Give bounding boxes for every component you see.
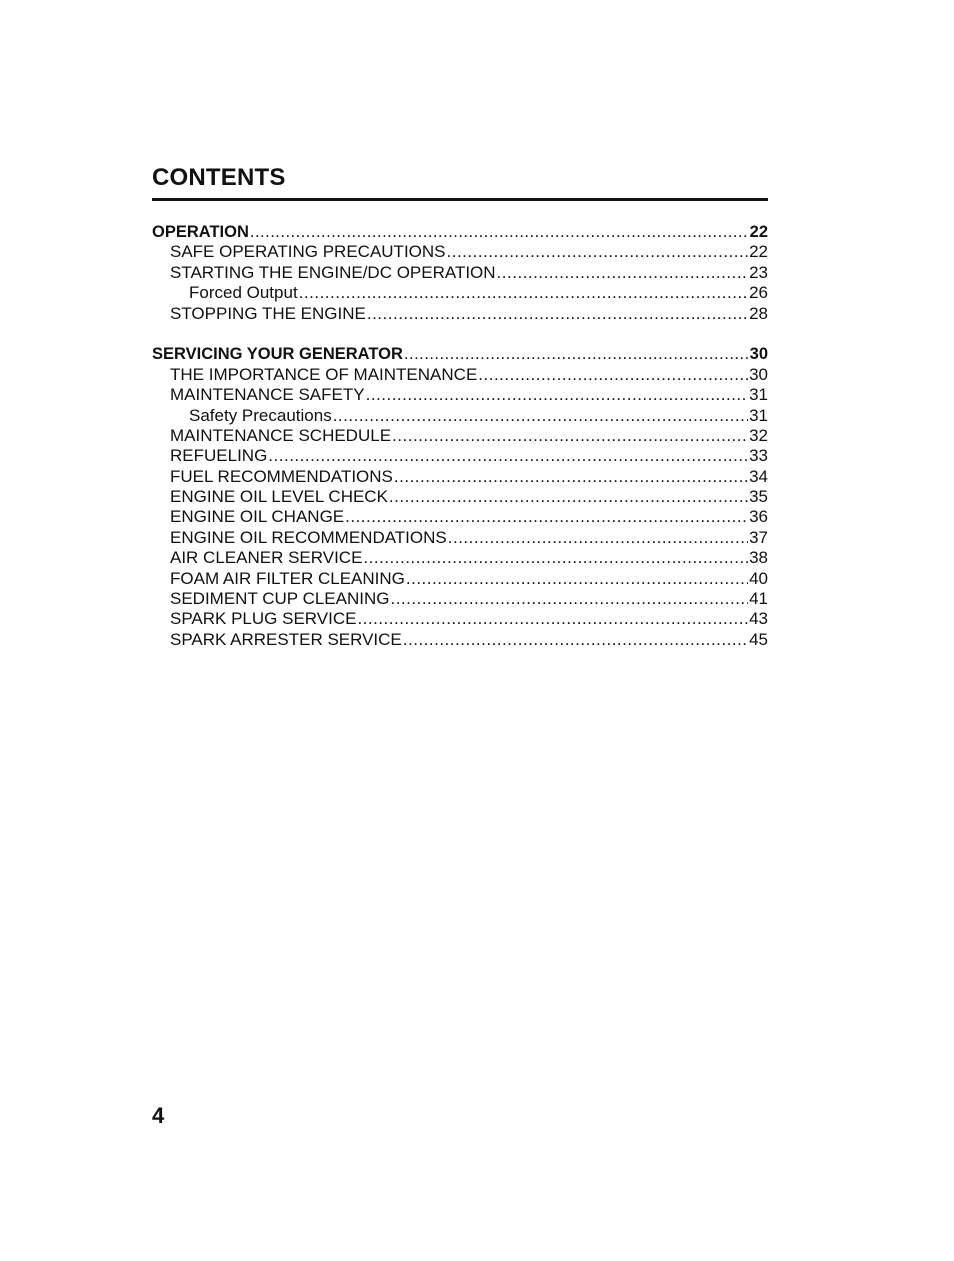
toc-entry-label: STOPPING THE ENGINE (170, 303, 366, 323)
toc-dot-leader (367, 304, 748, 324)
table-of-contents (152, 222, 768, 671)
toc-entry[interactable] (152, 630, 768, 650)
toc-dot-leader (394, 467, 748, 487)
toc-entry-label: AIR CLEANER SERVICE (170, 548, 363, 568)
toc-subentry[interactable] (152, 283, 768, 303)
toc-dot-leader (406, 569, 748, 589)
toc-dot-leader (345, 507, 748, 527)
toc-dot-leader (357, 609, 748, 629)
toc-dot-leader (333, 406, 748, 426)
toc-entry-label: SEDIMENT CUP CLEANING (170, 589, 390, 609)
page-number: 4 (152, 1103, 165, 1128)
toc-entry-page: 35 (749, 487, 768, 507)
toc-entry-label: ENGINE OIL LEVEL CHECK (170, 487, 388, 507)
toc-entry[interactable] (152, 365, 768, 385)
toc-section (152, 344, 768, 650)
toc-entry-page: 45 (749, 629, 768, 649)
toc-dot-leader (404, 344, 749, 364)
toc-dot-leader (448, 528, 748, 548)
toc-entry-page: 22 (749, 242, 768, 262)
toc-entry[interactable] (152, 528, 768, 548)
toc-entry-page: 41 (749, 589, 768, 609)
toc-section (152, 222, 768, 324)
toc-section-entry[interactable] (152, 222, 768, 242)
toc-entry-label: Forced Output (189, 283, 298, 303)
toc-dot-leader (250, 222, 749, 242)
toc-subentry[interactable] (152, 406, 768, 426)
toc-entry-label: ENGINE OIL CHANGE (170, 507, 345, 527)
toc-entry-page: 32 (749, 425, 768, 445)
toc-entry-label: Safety Precautions (189, 405, 332, 425)
toc-entry-label: OPERATION (152, 223, 249, 241)
toc-entry-page: 30 (749, 345, 768, 364)
toc-entry-page: 40 (749, 568, 768, 588)
page-title: CONTENTS (152, 164, 286, 191)
toc-dot-leader (299, 283, 748, 303)
toc-section-entry[interactable] (152, 344, 768, 364)
toc-entry-label: SPARK PLUG SERVICE (170, 609, 357, 629)
toc-entry-label: SERVICING YOUR GENERATOR (152, 345, 403, 364)
toc-entry-label: MAINTENANCE SCHEDULE (170, 425, 392, 445)
toc-entry-page: 31 (749, 405, 768, 425)
toc-entry-page: 43 (749, 609, 768, 629)
toc-entry-label: STARTING THE ENGINE/DC OPERATION (170, 262, 496, 282)
toc-entry[interactable] (152, 304, 768, 324)
toc-entry-page: 26 (749, 283, 768, 303)
toc-entry-label: FOAM AIR FILTER CLEANING (170, 568, 405, 588)
toc-entry-label: THE IMPORTANCE OF MAINTENANCE (170, 364, 478, 384)
toc-entry-label: SPARK ARRESTER SERVICE (170, 629, 402, 649)
toc-entry[interactable] (152, 487, 768, 507)
toc-dot-leader (268, 446, 748, 466)
toc-dot-leader (497, 263, 749, 283)
toc-dot-leader (403, 630, 748, 650)
toc-entry[interactable] (152, 548, 768, 568)
toc-entry-label: FUEL RECOMMENDATIONS (170, 466, 393, 486)
toc-entry-page: 22 (749, 223, 768, 241)
title-rule (152, 198, 768, 201)
toc-entry[interactable] (152, 589, 768, 609)
toc-entry-page: 37 (749, 527, 768, 547)
toc-entry-page: 38 (749, 548, 768, 568)
toc-entry[interactable] (152, 569, 768, 589)
toc-entry-label: SAFE OPERATING PRECAUTIONS (170, 242, 446, 262)
toc-entry-label: REFUELING (170, 446, 268, 466)
toc-entry[interactable] (152, 446, 768, 466)
toc-dot-leader (389, 487, 748, 507)
toc-entry[interactable] (152, 507, 768, 527)
toc-entry-page: 31 (749, 385, 768, 405)
toc-entry[interactable] (152, 385, 768, 405)
toc-dot-leader (392, 426, 748, 446)
toc-entry-page: 34 (749, 466, 768, 486)
toc-entry-label: ENGINE OIL RECOMMENDATIONS (170, 527, 447, 547)
toc-dot-leader (363, 548, 748, 568)
toc-entry[interactable] (152, 242, 768, 262)
toc-dot-leader (390, 589, 748, 609)
toc-entry-page: 23 (749, 262, 768, 282)
toc-entry-page: 30 (749, 364, 768, 384)
toc-entry[interactable] (152, 609, 768, 629)
toc-entry-page: 33 (749, 446, 768, 466)
toc-dot-leader (447, 242, 749, 262)
toc-entry-page: 28 (749, 303, 768, 323)
toc-entry-label: MAINTENANCE SAFETY (170, 385, 365, 405)
toc-entry[interactable] (152, 426, 768, 446)
toc-entry-page: 36 (749, 507, 768, 527)
toc-entry[interactable] (152, 263, 768, 283)
toc-dot-leader (478, 365, 748, 385)
toc-entry[interactable] (152, 467, 768, 487)
toc-dot-leader (366, 385, 748, 405)
